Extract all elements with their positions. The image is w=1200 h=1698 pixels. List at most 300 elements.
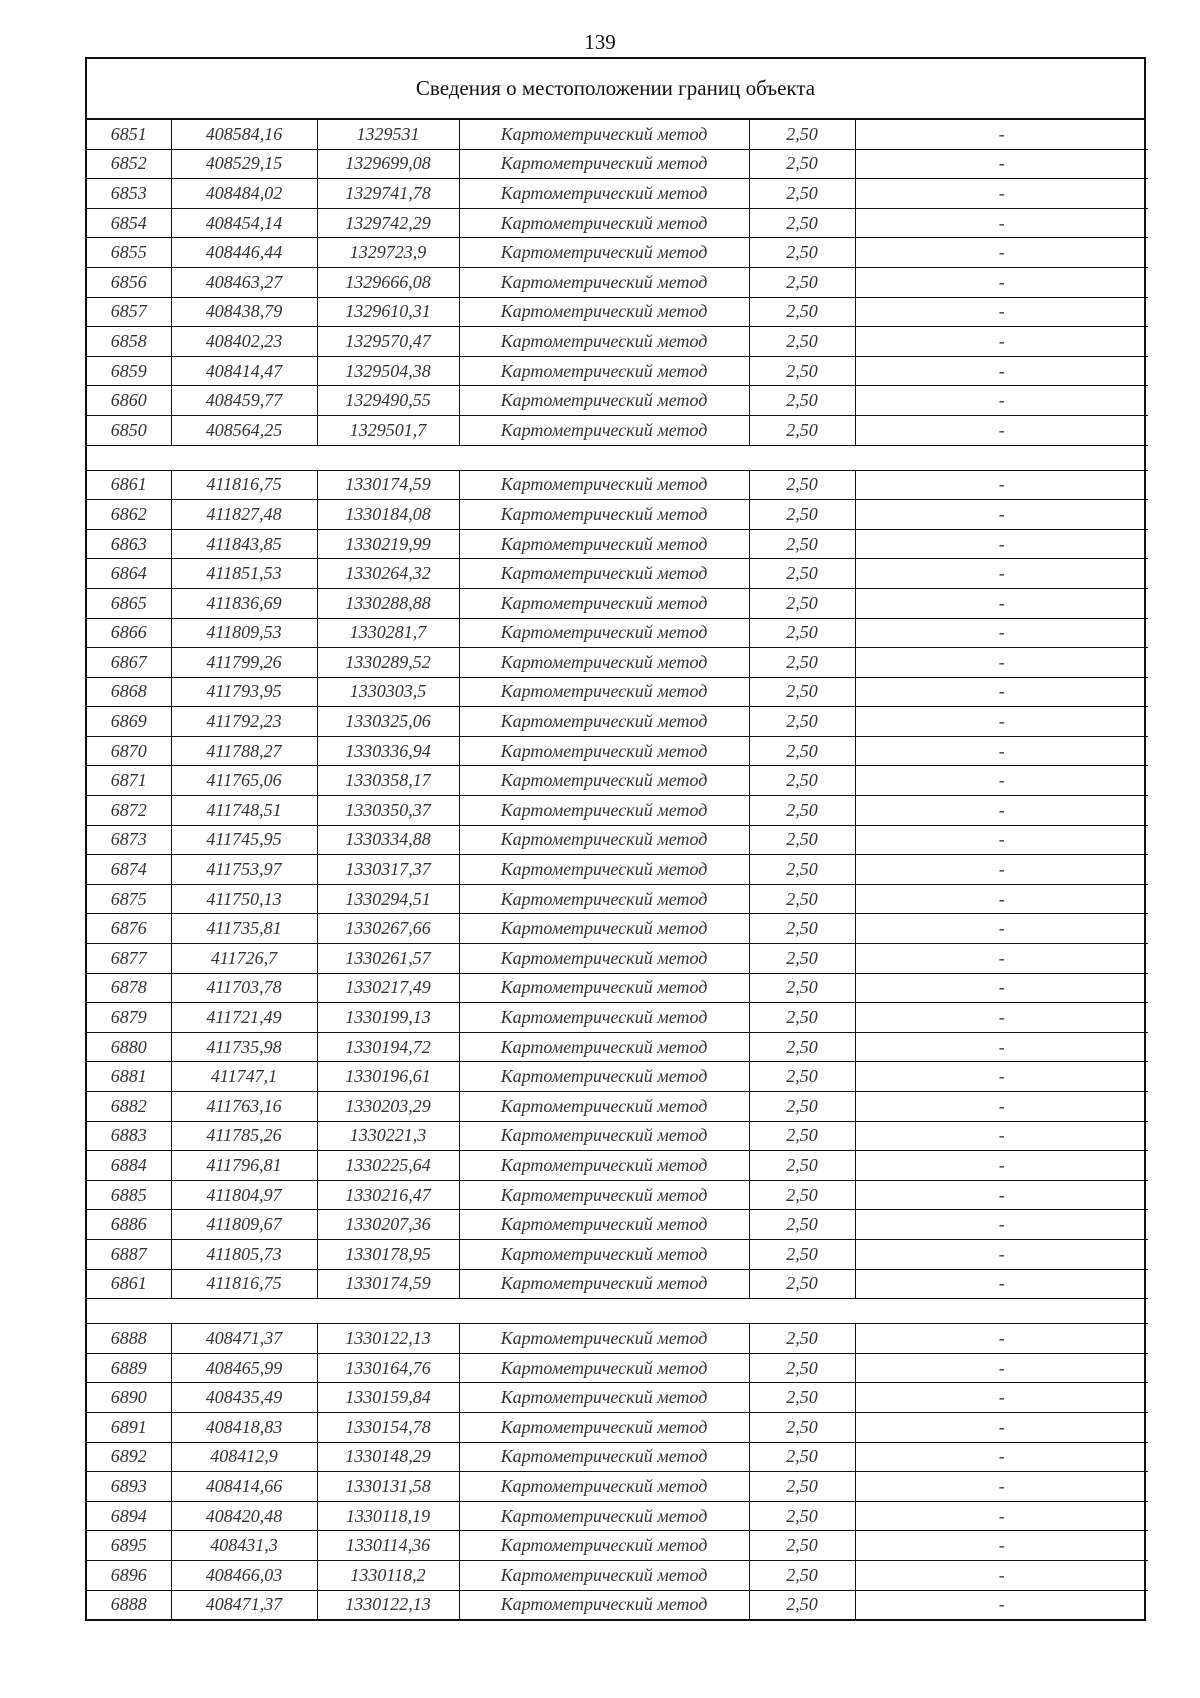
description-cell: -	[855, 1590, 1148, 1619]
y-coordinate-cell: 1330148,29	[317, 1442, 459, 1472]
description-cell: -	[855, 1560, 1148, 1590]
method-cell: Картометрический метод	[459, 1560, 749, 1590]
y-coordinate-cell: 1330219,99	[317, 529, 459, 559]
method-cell: Картометрический метод	[459, 297, 749, 327]
method-cell: Картометрический метод	[459, 529, 749, 559]
table-row	[87, 470, 1148, 500]
point-number-cell: 6869	[87, 707, 171, 737]
y-coordinate-cell: 1330118,2	[317, 1560, 459, 1590]
description-cell: -	[855, 179, 1148, 209]
accuracy-cell: 2,50	[749, 973, 855, 1003]
x-coordinate-cell: 408435,49	[171, 1383, 317, 1413]
description-cell: -	[855, 1324, 1148, 1354]
table-row	[87, 1269, 1148, 1299]
point-number-cell: 6876	[87, 914, 171, 944]
method-cell: Картометрический метод	[459, 356, 749, 386]
description-cell: -	[855, 1121, 1148, 1151]
table-row	[87, 297, 1148, 327]
description-cell: -	[855, 267, 1148, 297]
y-coordinate-cell: 1330178,95	[317, 1239, 459, 1269]
y-coordinate-cell: 1330199,13	[317, 1003, 459, 1033]
table-row	[87, 179, 1148, 209]
accuracy-cell: 2,50	[749, 707, 855, 737]
table-row	[87, 1590, 1148, 1619]
y-coordinate-cell: 1330118,19	[317, 1501, 459, 1531]
method-cell: Картометрический метод	[459, 588, 749, 618]
table-row	[87, 559, 1148, 589]
x-coordinate-cell: 411809,67	[171, 1210, 317, 1240]
method-cell: Картометрический метод	[459, 618, 749, 648]
x-coordinate-cell: 411836,69	[171, 588, 317, 618]
x-coordinate-cell: 408454,14	[171, 208, 317, 238]
method-cell: Картометрический метод	[459, 736, 749, 766]
x-coordinate-cell: 408465,99	[171, 1353, 317, 1383]
method-cell: Картометрический метод	[459, 1092, 749, 1122]
y-coordinate-cell: 1330261,57	[317, 944, 459, 974]
method-cell: Картометрический метод	[459, 648, 749, 678]
table-row	[87, 1324, 1148, 1354]
point-number-cell: 6862	[87, 500, 171, 530]
table-row	[87, 1003, 1148, 1033]
separator-cell	[87, 1299, 1148, 1324]
table-row	[87, 529, 1148, 559]
accuracy-cell: 2,50	[749, 1501, 855, 1531]
table-row	[87, 500, 1148, 530]
y-coordinate-cell: 1330207,36	[317, 1210, 459, 1240]
method-cell: Картометрический метод	[459, 327, 749, 357]
method-cell: Картометрический метод	[459, 1180, 749, 1210]
table-row	[87, 914, 1148, 944]
y-coordinate-cell: 1330288,88	[317, 588, 459, 618]
table-row	[87, 1151, 1148, 1181]
point-number-cell: 6893	[87, 1472, 171, 1502]
method-cell: Картометрический метод	[459, 914, 749, 944]
method-cell: Картометрический метод	[459, 500, 749, 530]
point-number-cell: 6894	[87, 1501, 171, 1531]
accuracy-cell: 2,50	[749, 470, 855, 500]
point-number-cell: 6875	[87, 884, 171, 914]
x-coordinate-cell: 408584,16	[171, 120, 317, 149]
point-number-cell: 6863	[87, 529, 171, 559]
y-coordinate-cell: 1329723,9	[317, 238, 459, 268]
x-coordinate-cell: 411703,78	[171, 973, 317, 1003]
description-cell: -	[855, 1472, 1148, 1502]
description-cell: -	[855, 677, 1148, 707]
y-coordinate-cell: 1330358,17	[317, 766, 459, 796]
boundary-table	[85, 57, 1146, 1621]
point-number-cell: 6859	[87, 356, 171, 386]
method-cell: Картометрический метод	[459, 1412, 749, 1442]
accuracy-cell: 2,50	[749, 1412, 855, 1442]
table-row	[87, 1092, 1148, 1122]
table-row	[87, 386, 1148, 416]
point-number-cell: 6873	[87, 825, 171, 855]
table-row	[87, 884, 1148, 914]
method-cell: Картометрический метод	[459, 1531, 749, 1561]
table-row	[87, 677, 1148, 707]
accuracy-cell: 2,50	[749, 238, 855, 268]
table-row	[87, 736, 1148, 766]
y-coordinate-cell: 1329570,47	[317, 327, 459, 357]
accuracy-cell: 2,50	[749, 825, 855, 855]
method-cell: Картометрический метод	[459, 179, 749, 209]
accuracy-cell: 2,50	[749, 267, 855, 297]
point-number-cell: 6879	[87, 1003, 171, 1033]
point-number-cell: 6866	[87, 618, 171, 648]
y-coordinate-cell: 1329666,08	[317, 267, 459, 297]
y-coordinate-cell: 1330131,58	[317, 1472, 459, 1502]
x-coordinate-cell: 408446,44	[171, 238, 317, 268]
point-number-cell: 6888	[87, 1590, 171, 1619]
description-cell: -	[855, 559, 1148, 589]
accuracy-cell: 2,50	[749, 529, 855, 559]
point-number-cell: 6861	[87, 1269, 171, 1299]
table-row	[87, 1560, 1148, 1590]
x-coordinate-cell: 408418,83	[171, 1412, 317, 1442]
accuracy-cell: 2,50	[749, 1151, 855, 1181]
accuracy-cell: 2,50	[749, 766, 855, 796]
point-number-cell: 6854	[87, 208, 171, 238]
accuracy-cell: 2,50	[749, 1121, 855, 1151]
accuracy-cell: 2,50	[749, 1062, 855, 1092]
accuracy-cell: 2,50	[749, 944, 855, 974]
y-coordinate-cell: 1330221,3	[317, 1121, 459, 1151]
point-number-cell: 6867	[87, 648, 171, 678]
description-cell: -	[855, 529, 1148, 559]
x-coordinate-cell: 408459,77	[171, 386, 317, 416]
table-row	[87, 648, 1148, 678]
y-coordinate-cell: 1330336,94	[317, 736, 459, 766]
method-cell: Картометрический метод	[459, 677, 749, 707]
point-number-cell: 6885	[87, 1180, 171, 1210]
accuracy-cell: 2,50	[749, 855, 855, 885]
y-coordinate-cell: 1330281,7	[317, 618, 459, 648]
y-coordinate-cell: 1330122,13	[317, 1590, 459, 1619]
point-number-cell: 6896	[87, 1560, 171, 1590]
description-cell: -	[855, 1269, 1148, 1299]
method-cell: Картометрический метод	[459, 208, 749, 238]
y-coordinate-cell: 1330350,37	[317, 796, 459, 826]
table-row	[87, 356, 1148, 386]
method-cell: Картометрический метод	[459, 1062, 749, 1092]
description-cell: -	[855, 796, 1148, 826]
method-cell: Картометрический метод	[459, 796, 749, 826]
method-cell: Картометрический метод	[459, 267, 749, 297]
table-row	[87, 1353, 1148, 1383]
table-row	[87, 1531, 1148, 1561]
method-cell: Картометрический метод	[459, 559, 749, 589]
x-coordinate-cell: 411809,53	[171, 618, 317, 648]
description-cell: -	[855, 914, 1148, 944]
description-cell: -	[855, 327, 1148, 357]
description-cell: -	[855, 386, 1148, 416]
y-coordinate-cell: 1330325,06	[317, 707, 459, 737]
description-cell: -	[855, 208, 1148, 238]
method-cell: Картометрический метод	[459, 1472, 749, 1502]
y-coordinate-cell: 1329610,31	[317, 297, 459, 327]
x-coordinate-cell: 411792,23	[171, 707, 317, 737]
accuracy-cell: 2,50	[749, 1353, 855, 1383]
description-cell: -	[855, 1210, 1148, 1240]
description-cell: -	[855, 944, 1148, 974]
x-coordinate-cell: 408414,66	[171, 1472, 317, 1502]
method-cell: Картометрический метод	[459, 825, 749, 855]
accuracy-cell: 2,50	[749, 500, 855, 530]
description-cell: -	[855, 500, 1148, 530]
table-row	[87, 707, 1148, 737]
accuracy-cell: 2,50	[749, 1269, 855, 1299]
x-coordinate-cell: 411799,26	[171, 648, 317, 678]
accuracy-cell: 2,50	[749, 297, 855, 327]
y-coordinate-cell: 1330303,5	[317, 677, 459, 707]
accuracy-cell: 2,50	[749, 1324, 855, 1354]
accuracy-cell: 2,50	[749, 618, 855, 648]
point-number-cell: 6889	[87, 1353, 171, 1383]
method-cell: Картометрический метод	[459, 1210, 749, 1240]
method-cell: Картометрический метод	[459, 1442, 749, 1472]
x-coordinate-cell: 411851,53	[171, 559, 317, 589]
y-coordinate-cell: 1330194,72	[317, 1032, 459, 1062]
description-cell: -	[855, 707, 1148, 737]
x-coordinate-cell: 408529,15	[171, 149, 317, 179]
x-coordinate-cell: 411816,75	[171, 470, 317, 500]
method-cell: Картометрический метод	[459, 386, 749, 416]
method-cell: Картометрический метод	[459, 1590, 749, 1619]
table-row	[87, 1383, 1148, 1413]
table-body	[87, 120, 1148, 1619]
method-cell: Картометрический метод	[459, 855, 749, 885]
x-coordinate-cell: 411785,26	[171, 1121, 317, 1151]
y-coordinate-cell: 1330122,13	[317, 1324, 459, 1354]
section-separator	[87, 445, 1148, 470]
table-row	[87, 766, 1148, 796]
table-row	[87, 1210, 1148, 1240]
x-coordinate-cell: 411763,16	[171, 1092, 317, 1122]
y-coordinate-cell: 1329699,08	[317, 149, 459, 179]
table-row	[87, 855, 1148, 885]
description-cell: -	[855, 470, 1148, 500]
point-number-cell: 6868	[87, 677, 171, 707]
x-coordinate-cell: 411788,27	[171, 736, 317, 766]
coordinates-table	[87, 120, 1148, 1619]
x-coordinate-cell: 411765,06	[171, 766, 317, 796]
accuracy-cell: 2,50	[749, 796, 855, 826]
x-coordinate-cell: 411804,97	[171, 1180, 317, 1210]
method-cell: Картометрический метод	[459, 1501, 749, 1531]
x-coordinate-cell: 411735,98	[171, 1032, 317, 1062]
description-cell: -	[855, 588, 1148, 618]
accuracy-cell: 2,50	[749, 1092, 855, 1122]
y-coordinate-cell: 1330264,32	[317, 559, 459, 589]
point-number-cell: 6891	[87, 1412, 171, 1442]
accuracy-cell: 2,50	[749, 1531, 855, 1561]
description-cell: -	[855, 297, 1148, 327]
x-coordinate-cell: 411747,1	[171, 1062, 317, 1092]
accuracy-cell: 2,50	[749, 1383, 855, 1413]
y-coordinate-cell: 1330317,37	[317, 855, 459, 885]
description-cell: -	[855, 1353, 1148, 1383]
point-number-cell: 6883	[87, 1121, 171, 1151]
description-cell: -	[855, 1032, 1148, 1062]
y-coordinate-cell: 1330164,76	[317, 1353, 459, 1383]
point-number-cell: 6895	[87, 1531, 171, 1561]
table-row	[87, 267, 1148, 297]
description-cell: -	[855, 238, 1148, 268]
table-row	[87, 1180, 1148, 1210]
description-cell: -	[855, 1239, 1148, 1269]
description-cell: -	[855, 855, 1148, 885]
description-cell: -	[855, 884, 1148, 914]
x-coordinate-cell: 408484,02	[171, 179, 317, 209]
table-row	[87, 588, 1148, 618]
y-coordinate-cell: 1330225,64	[317, 1151, 459, 1181]
method-cell: Картометрический метод	[459, 766, 749, 796]
point-number-cell: 6884	[87, 1151, 171, 1181]
point-number-cell: 6872	[87, 796, 171, 826]
y-coordinate-cell: 1330334,88	[317, 825, 459, 855]
method-cell: Картометрический метод	[459, 1003, 749, 1033]
point-number-cell: 6870	[87, 736, 171, 766]
y-coordinate-cell: 1329504,38	[317, 356, 459, 386]
page-number: 139	[584, 30, 616, 54]
point-number-cell: 6874	[87, 855, 171, 885]
accuracy-cell: 2,50	[749, 386, 855, 416]
x-coordinate-cell: 408414,47	[171, 356, 317, 386]
description-cell: -	[855, 1151, 1148, 1181]
y-coordinate-cell: 1329742,29	[317, 208, 459, 238]
x-coordinate-cell: 411843,85	[171, 529, 317, 559]
x-coordinate-cell: 411735,81	[171, 914, 317, 944]
point-number-cell: 6882	[87, 1092, 171, 1122]
accuracy-cell: 2,50	[749, 356, 855, 386]
description-cell: -	[855, 1442, 1148, 1472]
x-coordinate-cell: 408412,9	[171, 1442, 317, 1472]
method-cell: Картометрический метод	[459, 149, 749, 179]
method-cell: Картометрический метод	[459, 973, 749, 1003]
accuracy-cell: 2,50	[749, 1003, 855, 1033]
point-number-cell: 6861	[87, 470, 171, 500]
section-separator	[87, 1299, 1148, 1324]
table-row	[87, 1032, 1148, 1062]
point-number-cell: 6864	[87, 559, 171, 589]
method-cell: Картометрический метод	[459, 1353, 749, 1383]
table-row	[87, 944, 1148, 974]
accuracy-cell: 2,50	[749, 588, 855, 618]
accuracy-cell: 2,50	[749, 1472, 855, 1502]
point-number-cell: 6856	[87, 267, 171, 297]
description-cell: -	[855, 1501, 1148, 1531]
x-coordinate-cell: 408471,37	[171, 1590, 317, 1619]
point-number-cell: 6881	[87, 1062, 171, 1092]
method-cell: Картометрический метод	[459, 944, 749, 974]
y-coordinate-cell: 1330289,52	[317, 648, 459, 678]
accuracy-cell: 2,50	[749, 1442, 855, 1472]
accuracy-cell: 2,50	[749, 736, 855, 766]
table-row	[87, 1442, 1148, 1472]
point-number-cell: 6880	[87, 1032, 171, 1062]
point-number-cell: 6886	[87, 1210, 171, 1240]
point-number-cell: 6871	[87, 766, 171, 796]
point-number-cell: 6877	[87, 944, 171, 974]
accuracy-cell: 2,50	[749, 179, 855, 209]
method-cell: Картометрический метод	[459, 470, 749, 500]
method-cell: Картометрический метод	[459, 1239, 749, 1269]
y-coordinate-cell: 1329501,7	[317, 415, 459, 445]
x-coordinate-cell: 408431,3	[171, 1531, 317, 1561]
method-cell: Картометрический метод	[459, 1383, 749, 1413]
y-coordinate-cell: 1330159,84	[317, 1383, 459, 1413]
point-number-cell: 6853	[87, 179, 171, 209]
x-coordinate-cell: 408564,25	[171, 415, 317, 445]
y-coordinate-cell: 1330216,47	[317, 1180, 459, 1210]
accuracy-cell: 2,50	[749, 208, 855, 238]
method-cell: Картометрический метод	[459, 707, 749, 737]
y-coordinate-cell: 1330267,66	[317, 914, 459, 944]
description-cell: -	[855, 356, 1148, 386]
description-cell: -	[855, 648, 1148, 678]
point-number-cell: 6888	[87, 1324, 171, 1354]
accuracy-cell: 2,50	[749, 1032, 855, 1062]
accuracy-cell: 2,50	[749, 884, 855, 914]
accuracy-cell: 2,50	[749, 149, 855, 179]
separator-cell	[87, 445, 1148, 470]
table-row	[87, 1121, 1148, 1151]
description-cell: -	[855, 1383, 1148, 1413]
method-cell: Картометрический метод	[459, 1324, 749, 1354]
method-cell: Картометрический метод	[459, 120, 749, 149]
description-cell: -	[855, 149, 1148, 179]
x-coordinate-cell: 411816,75	[171, 1269, 317, 1299]
table-title: Сведения о местоположении границ объекта	[87, 59, 1144, 120]
method-cell: Картометрический метод	[459, 1269, 749, 1299]
point-number-cell: 6851	[87, 120, 171, 149]
method-cell: Картометрический метод	[459, 238, 749, 268]
point-number-cell: 6887	[87, 1239, 171, 1269]
y-coordinate-cell: 1329531	[317, 120, 459, 149]
point-number-cell: 6865	[87, 588, 171, 618]
description-cell: -	[855, 766, 1148, 796]
description-cell: -	[855, 120, 1148, 149]
x-coordinate-cell: 411793,95	[171, 677, 317, 707]
point-number-cell: 6857	[87, 297, 171, 327]
y-coordinate-cell: 1330184,08	[317, 500, 459, 530]
method-cell: Картометрический метод	[459, 1032, 749, 1062]
description-cell: -	[855, 1003, 1148, 1033]
y-coordinate-cell: 1330203,29	[317, 1092, 459, 1122]
accuracy-cell: 2,50	[749, 1210, 855, 1240]
accuracy-cell: 2,50	[749, 327, 855, 357]
description-cell: -	[855, 973, 1148, 1003]
table-row	[87, 1472, 1148, 1502]
point-number-cell: 6850	[87, 415, 171, 445]
table-row	[87, 618, 1148, 648]
description-cell: -	[855, 1062, 1148, 1092]
accuracy-cell: 2,50	[749, 648, 855, 678]
x-coordinate-cell: 411748,51	[171, 796, 317, 826]
y-coordinate-cell: 1330217,49	[317, 973, 459, 1003]
description-cell: -	[855, 618, 1148, 648]
y-coordinate-cell: 1330154,78	[317, 1412, 459, 1442]
accuracy-cell: 2,50	[749, 120, 855, 149]
description-cell: -	[855, 736, 1148, 766]
point-number-cell: 6858	[87, 327, 171, 357]
method-cell: Картометрический метод	[459, 415, 749, 445]
x-coordinate-cell: 408420,48	[171, 1501, 317, 1531]
description-cell: -	[855, 1531, 1148, 1561]
method-cell: Картометрический метод	[459, 884, 749, 914]
description-cell: -	[855, 415, 1148, 445]
accuracy-cell: 2,50	[749, 1180, 855, 1210]
